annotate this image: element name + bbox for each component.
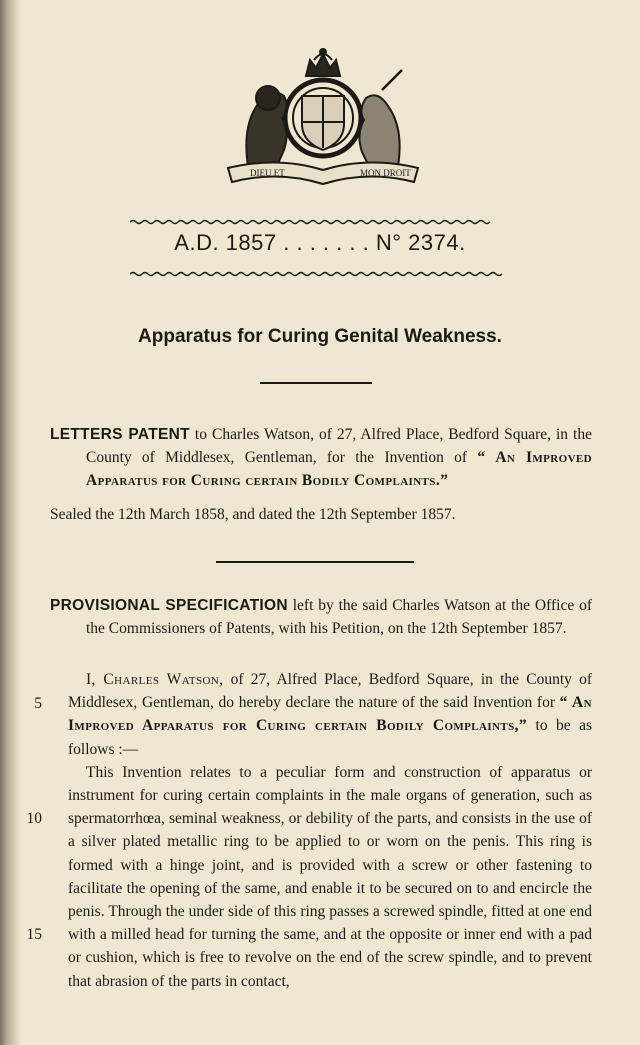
- header-dots: . . . . . . .: [283, 230, 370, 255]
- line-number: 15: [26, 926, 42, 943]
- patent-year: A.D. 1857: [174, 230, 277, 255]
- patent-number: N° 2374.: [375, 230, 466, 255]
- provisional-lead: PROVISIONAL SPECIFICATION: [50, 597, 288, 614]
- body-text-1b: to be as follows :—: [68, 717, 592, 758]
- body-paragraph-1: [68, 668, 592, 761]
- wavy-rule-bottom: [130, 270, 516, 278]
- royal-coat-of-arms: [218, 46, 428, 186]
- letters-patent-text: to Charles Watson, of 27, Alfred Place, Bedford Square, in the County of Middlesex, Gentleman, for the Invention of: [86, 426, 592, 467]
- letters-patent-paragraph: [50, 423, 592, 493]
- patent-header: [0, 230, 640, 256]
- letters-patent-lead: LETTERS PATENT: [50, 426, 190, 443]
- page-edge-shadow: [0, 0, 22, 1045]
- body-paragraph-2: This Invention relates to a peculiar form and construction of apparatus or instrument for curing certain complaints in the male organs of generation, such as spermatorrhœa, seminal weakness, or debility of the parts, and consists in the use of a silver plated metallic ring to be applied to or worn on the penis. This ring is formed with a hinge joint, and is provided with a screw or other fastening to facilitate the opening of the same, and enable it to be secured on to and encircle the penis. Through the under side of this ring passes a screwed spindle, fitted at one end with a milled head for turning the same, and at the opposite or inner end with a pad or cushion, which is free to revolve on the end of the screw spindle, and to prevent that abrasion of the parts in contact,: [68, 763, 592, 990]
- line-number: 10: [26, 810, 42, 827]
- specification-body: [26, 668, 592, 993]
- letters-patent-invention: “ An Improved Apparatus for Curing certain Bodily Complaints.”: [86, 449, 592, 490]
- body-invention-title: “ An Improved Apparatus for Curing certain Bodily Complaints,”: [68, 694, 592, 735]
- title-divider: [260, 382, 372, 384]
- provisional-text: left by the said Charles Watson at the Office of the Commissioners of Patents, with his Petition, on the 12th September 1857.: [86, 597, 592, 638]
- body-text-1a: of 27, Alfred Place, Bedford Square, in the County of Middlesex, Gentleman, do hereby declare the nature of the said Invention for: [68, 671, 592, 712]
- provisional-paragraph: [50, 594, 592, 640]
- motto-right-text: MON DROIT: [360, 168, 411, 178]
- wavy-rule-top: [130, 218, 516, 226]
- sealed-date: Sealed the 12th March 1858, and dated the 12th September 1857.: [50, 505, 456, 523]
- section-divider: [216, 561, 414, 563]
- line-number: 5: [34, 695, 42, 712]
- letters-patent-section: [50, 423, 592, 526]
- provisional-section: [50, 594, 592, 640]
- document-title: Apparatus for Curing Genital Weakness.: [138, 326, 502, 347]
- motto-left-text: DIEU ET: [250, 168, 285, 178]
- inventor-name: I, Charles Watson,: [86, 671, 224, 688]
